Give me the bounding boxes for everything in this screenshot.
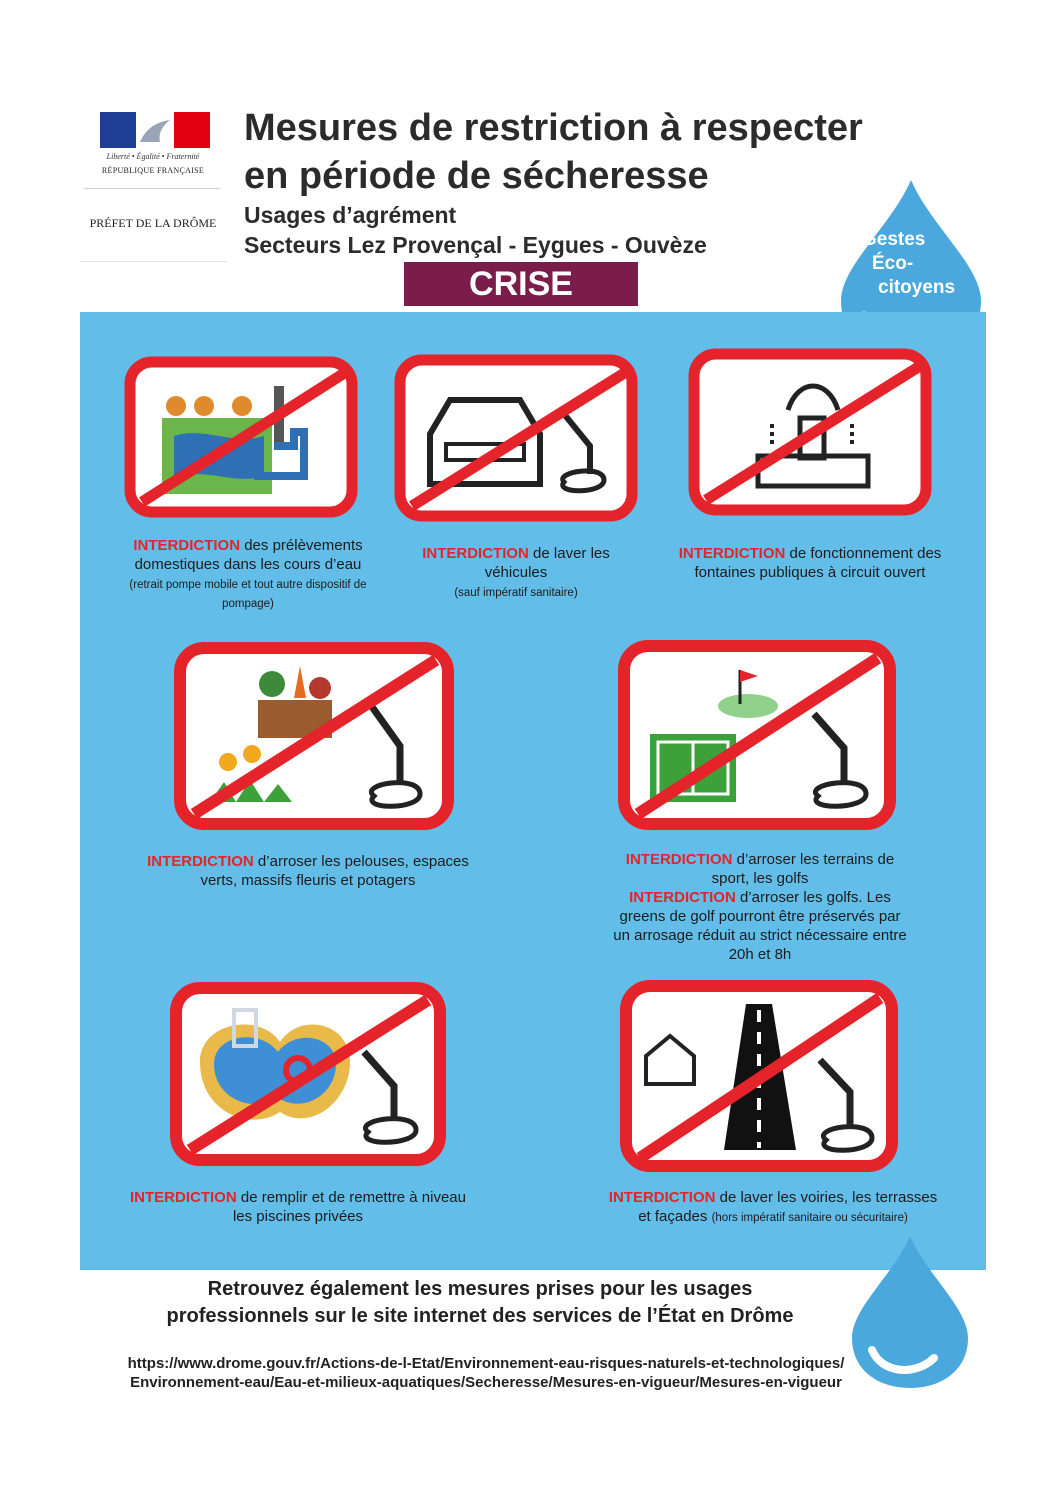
measure-text: de laver les voiries, les terrasses et façades	[638, 1189, 938, 1225]
interdiction-label: INTERDICTION	[130, 1189, 237, 1206]
interdiction-label: INTERDICTION	[625, 851, 733, 868]
interdiction-label: INTERDICTION	[678, 545, 786, 562]
alert-level-badge: CRISE	[404, 262, 638, 306]
measure-text: de fonctionnement des fontaines publiques à circuit ouvert	[694, 545, 942, 581]
footer-line-2: professionnels sur le site internet des services de l’État en Drôme	[166, 1305, 794, 1327]
car-wash-icon	[394, 354, 638, 522]
footer-url[interactable]	[76, 1354, 896, 1392]
motto: Liberté • Égalité • Fraternité	[106, 152, 200, 161]
measure-text: d’arroser les pelouses, espaces verts, massifs fleuris et potagers	[200, 853, 469, 889]
measure-caption-5	[610, 850, 910, 964]
fountain-icon	[688, 348, 932, 516]
interdiction-label: INTERDICTION	[422, 545, 529, 562]
badge-line-2: Éco-	[872, 253, 914, 274]
measure-text-2: d’arroser les golfs. Les greens de golf pourront être préservés par un arrosage réduit au strict nécessaire entre 20h et 8h	[613, 889, 907, 963]
measure-caption-7	[606, 1188, 940, 1226]
measure-caption-2	[396, 544, 636, 601]
measure-caption-6	[130, 1188, 466, 1226]
interdiction-label-2: INTERDICTION	[629, 889, 736, 906]
republic-label: RÉPUBLIQUE FRANÇAISE	[101, 166, 205, 175]
title-line-1: Mesures de restriction à respecter	[244, 107, 863, 149]
measure-caption-3	[678, 544, 942, 582]
river-pump-icon	[124, 356, 358, 518]
url-line-1[interactable]: https://www.drome.gouv.fr/Actions-de-l-Etat/Environnement-eau-risques-naturels-et-technologiques/	[127, 1355, 845, 1372]
prefet-label: PRÉFET DE LA DRÔME	[89, 216, 217, 230]
measure-caption-1	[118, 536, 378, 612]
subtitle-line-1: Usages d’agrément	[244, 202, 457, 228]
subtitle-line-2: Secteurs Lez Provençal - Eygues - Ouvèze	[244, 232, 707, 258]
badge-line-3: citoyens	[878, 277, 956, 298]
measure-note: (hors impératif sanitaire ou sécuritaire)	[711, 1212, 908, 1224]
interdiction-label: INTERDICTION	[147, 853, 254, 870]
prefecture-logo	[80, 96, 226, 264]
measure-text: de laver les véhicules	[484, 545, 610, 581]
page-subtitle	[244, 200, 864, 260]
logo-divider	[84, 188, 220, 189]
pool-filling-icon	[170, 982, 446, 1166]
road-washing-icon	[620, 980, 898, 1172]
footer-note	[90, 1276, 870, 1330]
eco-citizen-badge	[862, 228, 974, 300]
interdiction-label: INTERDICTION	[608, 1189, 716, 1206]
logo-divider-bottom	[80, 261, 226, 262]
marianne-flag-icon	[100, 112, 210, 148]
garden-watering-icon	[174, 642, 454, 830]
measure-caption-4	[140, 852, 476, 890]
sport-field-watering-icon	[618, 640, 896, 830]
title-line-2: en période de sécheresse	[244, 155, 709, 197]
badge-line-1: Gestes	[862, 229, 926, 250]
measure-note: (sauf impératif sanitaire)	[454, 587, 578, 599]
measure-text: d’arroser les terrains de sport, les golfs	[711, 851, 895, 887]
footer-line-1: Retrouvez également les mesures prises pour les usages	[207, 1278, 753, 1300]
interdiction-label: INTERDICTION	[133, 537, 241, 554]
measure-text: de remplir et de remettre à niveau les piscines privées	[232, 1189, 466, 1225]
url-line-2[interactable]: Environnement-eau/Eau-et-milieux-aquatiques/Secheresse/Mesures-en-vigueur/Mesures-en-vigueur	[130, 1374, 842, 1391]
measure-note: (retrait pompe mobile et tout autre dispositif de pompage)	[129, 579, 367, 610]
measure-text: des prélèvements domestiques dans les cours d’eau	[134, 537, 363, 573]
